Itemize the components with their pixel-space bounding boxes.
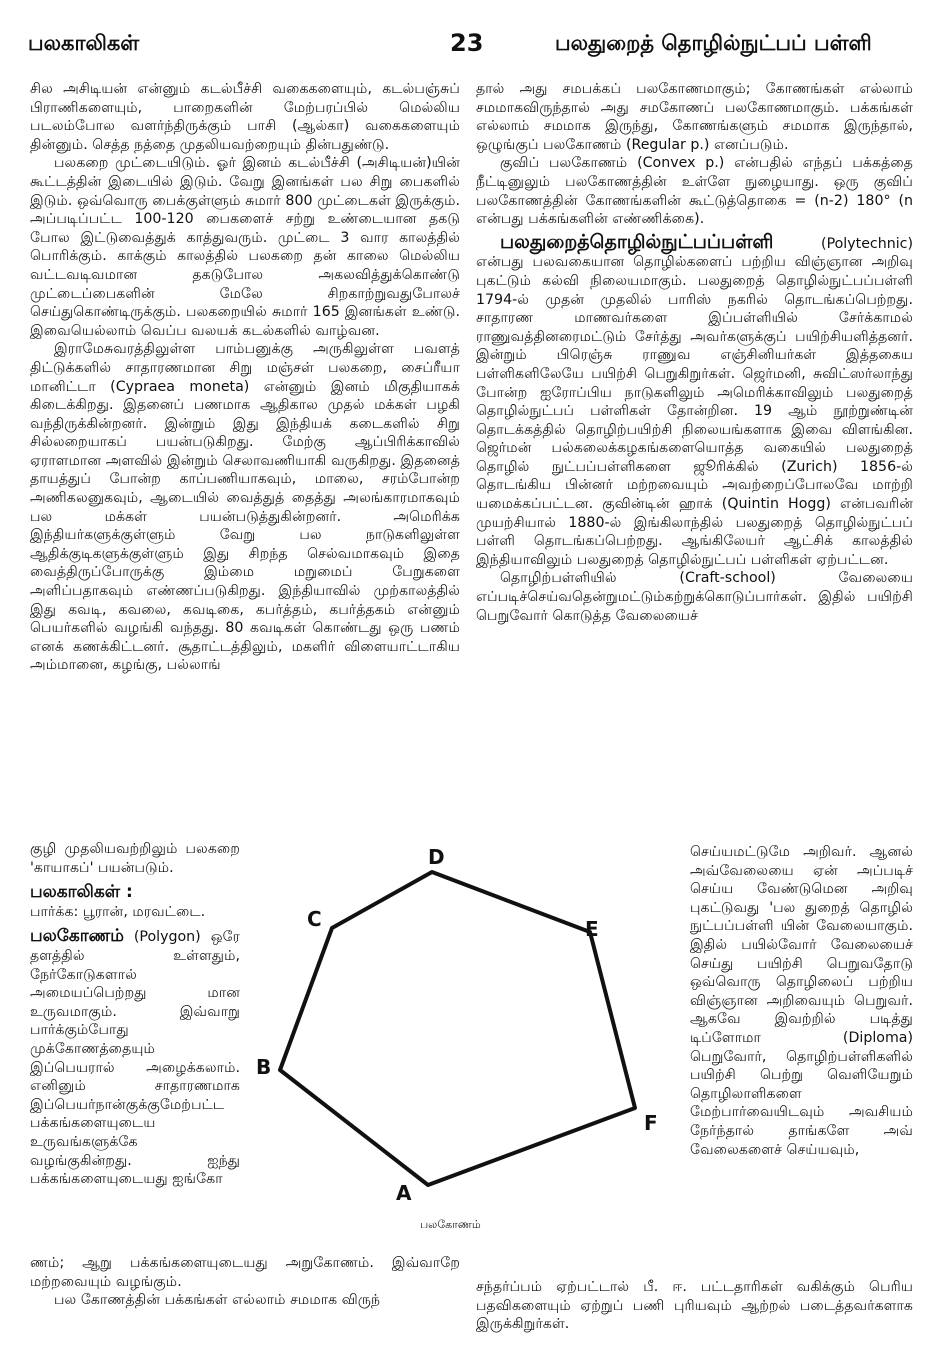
left-bottom-text <box>30 1254 460 1310</box>
page-number: 23 <box>450 29 484 57</box>
right-column <box>476 80 913 625</box>
right-bottom-text <box>476 1278 913 1334</box>
vertex-label-e: E <box>585 917 599 941</box>
left-paragraph-3: இராமேசுவரத்திலுள்ள பாம்பனுக்கு அருகிலுள்ள பவளத் திட்டுக்களில் சாதாரணமான சிறு மஞ்சள் பலகறை, சைப்ரீயா மானிட்டா (Cypraea moneta) என்னும் இனம் மிகுதியாகக் கிடைக்கிறது. இதனைப் பணமாக ஆதிகால முதல் மக்கள் பழகி வந்திருக்கின்றனர். இன்றும் இது இந்தியக் கடைகளில் சிறு சில்லறையாகப் பயன்படுகிறது. மேற்கு ஆப்பிரிக்காவில் ஏராளமான அளவில் இன்றும் செலாவணியாகி வருகிறது. இதனைத் தாயத்துப் போன்ற காப்பணியாகவும், மாலை, சரம்போன்ற அணிகலனுகவும், ஆடையில் வைத்துத் தைத்து அலங்காரமாகவும் பல மக்கள் பயன்படுத்துகின்றனர். அமெரிக்க இந்தியர்களுக்குள்ளும் வேறு பல நாடுகளிலுள்ள ஆதிக்குடிகளுக்குள்ளும் இது சிறந்த செல்வமாகவும் இதை வைத்திருப்போருக்கு இம்மை மறுமைப் பேறுகளை அளிப்பதாகவும் எண்ணப்படுகிறது. இந்தியாவில் முற்காலத்தில் இது கவடி, கவலை, கவடிகை, கபர்த்தம், கபர்த்தகம் என்னும் பெயர்களில் வழங்கி வந்தது. 80 கவடிகள் கொண்டது ஒரு பணம் எனக் கணக்கிட்டனர். சூதாட்டத்திலும், மகளிர் விளையாட்டாகிய அம்மானை, கழங்கு, பல்லாங் <box>30 341 460 674</box>
right-paragraph-2: குவிப் பலகோணம் (Convex p.) என்பதில் எந்தப் பக்கத்தை நீட்டினுலும் பலகோணத்தின் உள்ளே நுழையாது. ஒரு குவிப் பலகோணத்தின் கோணங்களின் கூட்டுத்தொகை = (n-2) 180° (n என்பது பக்கங்களின் எண்ணிக்கை). <box>476 155 913 228</box>
vertex-label-b: B <box>256 1055 272 1079</box>
running-head-right: பலதுறைத் தொழில்நுட்பப் பள்ளி <box>555 31 872 55</box>
left-bottom-paragraph-2: பல கோணத்தின் பக்கங்கள் எல்லாம் சமமாக விருந் <box>54 1292 381 1309</box>
vertex-label-f: F <box>644 1111 658 1135</box>
left-paragraph-1: சில அசிடியன் என்னும் கடல்பீச்சி வகைகளையும், கடல்பஞ்சுப் பிராணிகளையும், பாறைகளின் மேற்பரப்பில் மெல்லிய படலம்போல வளர்ந்திருக்கும் பாசி (ஆல்கா) வகைகளையும் தின்னும். செத்த நத்தை முதலியவற்றையும் தின்பதுண்டு. <box>30 81 460 153</box>
right-narrow-paragraph: செய்யமட்டுமே அறிவர். ஆனல் அவ்வேலையை ஏன் அப்படிச் செய்ய வேண்டுமென அறிவு புகட்டுவது 'பல துறைத் தொழில் நுட்பப்பள்ளி யின் வேலையாகும். இதில் பயில்வோர் வேலையைச் செய்து பயிற்சி பெறுவதோடு ஒவ்வொரு தொழிலைப் பற்றிய விஞ்ஞான அறிவையும் பெறுவர். ஆகவே இவற்றில் படித்து டிப்ளோமா (Diploma) பெறுவோர், தொழிற்பள்ளிகளில் பயிற்சி பெற்று வெளியேறும் தொழிலாளிகளை மேற்பார்வையிடவும் அவசியம் நேர்ந்தால் தாங்களே அவ் வேலைகளைச் செய்யவும், <box>690 844 913 1158</box>
entry-polytechnic: பலதுறைத்தொழில்நுட்பப்பள்ளி (Polytechnic) என்பது பலவகையான தொழில்களைப் பற்றிய விஞ்ஞான அறிவு புகட்டும் கல்வி நிலையமாகும். பலதுறைத் தொழில்நுட்பப்பள்ளி 1794-ல் முதன் முதலில் பாரிஸ் நகரில் தொடங்கப்பெற்றது. சாதாரண மாணவர்களை இப்பள்ளியில் சேர்க்காமல் ராணுவத்தினரைமட்டும் சேர்த்து அவர்களுக்குப் பயிற்சியளித்தனர். இன்றும் பிரெஞ்சு ராணுவ எஞ்சினியர்கள் இத்தகைய பள்ளிகளிலேயே பயிற்சி பெறுகிறுர்கள். ஜெர்மனி, சுவிட்ஸர்லாந்து போன்ற ஐரோப்பிய நாடுகளிலும் அமெரிக்காவிலும் பலதுறைத் தொழில்நுட்பப் பள்ளிகள் தோன்றின. 19 ஆம் நூற்றுண்டின் தொடக்கத்தில் தொழிற்பயிற்சி நிலையங்களாக இவை விளங்கின. ஜெர்மன் பல்கலைக்கழகங்களையொத்த வகையில் பலதுறைத் தொழில் நுட்பப்பள்ளிகளை ஜூரிக்கில் (Zurich) 1856-ல் தொடங்கிய பின்னர் மற்றவையும் அவற்றைப்போலவே மாற்றி யமைக்கப்பட்டன. குவின்டின் ஹாக் (Quintin Hogg) என்பவரின் முயற்சியால் 1880-ல் இங்கிலாந்தில் பலதுறைத் தொழில்நுட்பப் பள்ளி தொடங்கப்பெற்றது. ஆங்கிலேயர் ஆட்சிக் காலத்தில் இந்தியாவிலும் பலதுறைத் தொழில்நுட்பப் பள்ளிகள் ஏற்பட்டன. <box>476 230 913 568</box>
vertex-label-d: D <box>428 845 445 869</box>
left-column <box>30 80 460 675</box>
polygon-figure <box>250 840 670 1220</box>
entry-palakonam: பலகோணம் (Polygon) ஒரே தளத்தில் உள்ளதும், நேர்கோடுகளால் அமையப்பெற்றது மான உருவமாகும். இவ்வாறு பார்க்கும்போது முக்கோணத்தையும் இப்பெயரால் அழைக்கலாம். எனினும் சாதாரணமாக இப்பெயர்நான்குக்குமேற்பட்ட பக்கங்களையுடைய உருவங்களுக்கே வழங்குகின்றது. ஐந்து பக்கங்களையுடையது ஐங்கோ <box>30 926 240 1188</box>
left-narrow-paragraph-1: குழி முதலியவற்றிலும் பலகறை 'காயாகப்' பயன்படும். <box>30 841 240 876</box>
entry-heading-palakonam: பலகோணம் <box>30 926 124 947</box>
left-bottom-paragraph-1: ணம்; ஆறு பக்கங்களையுடையது அறுகோணம். இவ்வாறே மற்றவையும் வழங்கும். <box>30 1255 460 1290</box>
right-narrow-column <box>690 843 913 1159</box>
hexagon-shape <box>280 872 635 1185</box>
left-narrow-paragraph-2: பார்க்க: பூரான், மரவட்டை. <box>30 903 206 920</box>
left-paragraph-2: பலகறை முட்டையிடும். ஓர் இனம் கடல்பீச்சி (அசிடியன்)யின் கூட்டத்தின் இடையில் இடும். வேறு இனங்கள் பல சிறு பைகளில் இடும். ஒவ்வொரு பைக்குள்ளும் சுமார் 800 முட்டைகள் இருக்கும். அப்படிப்பட்ட 100-120 பைகளைச் சற்று உண்டையான தகடு போல இட்டுவைத்துக் காத்துவரும். முட்டை 3 வார காலத்தில் பொரிக்கும். காக்கும் காலத்தில் பலகறை தன் காலை மெல்லிய வட்டவடிவமான தகடுபோல அகலவித்துக்கொண்டு முட்டைப்பைகளின் மேலே சிறகாற்றுவதுபோலச் செய்துகொண்டிருக்கும். பலகறையில் சுமார் 165 இனங்கள் உண்டு. இவையெல்லாம் வெப்ப வலயக் கடல்களில் வாழ்வன. <box>30 155 460 339</box>
vertex-label-c: C <box>307 907 322 931</box>
left-narrow-column <box>30 840 240 1189</box>
entry-heading-palakaligal: பலகாலிகள் : <box>30 882 133 903</box>
right-paragraph-4: தொழிற்பள்ளியில் (Craft-school) வேலையை எப்படிச்செய்வதென்றுமட்டும்கற்றுக்கொடுப்பார்கள். இதில் பயிற்சி பெறுவோர் கொடுத்த வேலையைச் <box>476 570 913 624</box>
right-bottom-paragraph: சந்தர்ப்பம் ஏற்பட்டால் பீ. ஈ. பட்டதாரிகள் வகிக்கும் பெரிய பதவிகளையும் ஏற்றுப் பணி புரியவும் ஆற்றல் படைத்தவர்களாக இருக்கிறுர்கள். <box>476 1279 913 1333</box>
right-paragraph-1: தால் அது சமபக்கப் பலகோணமாகும்; கோணங்கள் எல்லாம் சமமாகவிருந்தால் அது சமகோணப் பலகோணமாகும். பக்கங்கள் எல்லாம் சமமாக இருந்து, கோணங்களும் சமமாக இருந்தால், ஒழுங்குப் பலகோணம் (Regular p.) எனப்படும். <box>476 81 913 153</box>
running-head-left: பலகாலிகள் <box>28 31 140 55</box>
figure-caption: பலகோணம் <box>420 1218 481 1231</box>
entry-heading-polytechnic: பலதுறைத்தொழில்நுட்பப்பள்ளி <box>500 230 774 253</box>
vertex-label-a: A <box>396 1181 412 1205</box>
